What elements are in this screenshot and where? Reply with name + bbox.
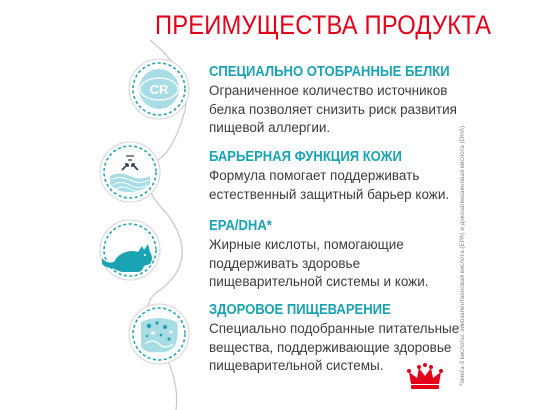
item-body-proteins: [209, 82, 457, 138]
digestion-icon: [127, 302, 191, 366]
item-body-line: Специально подобранные питательные: [209, 321, 460, 336]
item-body-line: Формула помогает поддерживать: [209, 168, 420, 183]
item-body-line: пищеварительной системы.: [209, 358, 384, 373]
footnote: *омега-3 кислоты: эйкозапентаеновая кислота (EPA) и докозагексаеновая кислота (DHA).: [459, 124, 466, 386]
cr-protein-icon: [127, 57, 191, 121]
item-body-line: Ограниченное количество источников: [209, 83, 448, 98]
item-heading-proteins: СПЕЦИАЛЬНО ОТОБРАННЫЕ БЕЛКИ: [209, 64, 450, 80]
page-title: ПРЕИМУЩЕСТВА ПРОДУКТА: [155, 10, 492, 40]
crown-logo-icon: [405, 360, 445, 392]
item-heading-digestion: ЗДОРОВОЕ ПИЩЕВАРЕНИЕ: [209, 302, 391, 318]
skin-barrier-icon: [98, 140, 162, 204]
item-body-line: Жирные кислоты, помогающие: [209, 237, 404, 252]
item-body-line: белка позволяет снизить риск развития: [209, 101, 457, 117]
item-body-skin-barrier: [209, 167, 449, 204]
item-body-line: поддерживать здоровье: [209, 255, 361, 271]
cr-letters: CR: [149, 82, 169, 97]
item-body-line: вещества, поддерживающие здоровье: [209, 339, 452, 355]
item-body-line: пищеварительной системы и кожи.: [209, 274, 429, 289]
item-body-line: пищевой аллергии.: [209, 120, 331, 135]
item-body-epa-dha: [209, 236, 429, 292]
item-heading-skin-barrier: БАРЬЕРНАЯ ФУНКЦИЯ КОЖИ: [209, 149, 402, 165]
cat-icon: [98, 218, 162, 282]
item-body-line: естественный защитный барьер кожи.: [209, 186, 450, 202]
item-heading-epa-dha: EPA/DHA*: [209, 218, 272, 234]
